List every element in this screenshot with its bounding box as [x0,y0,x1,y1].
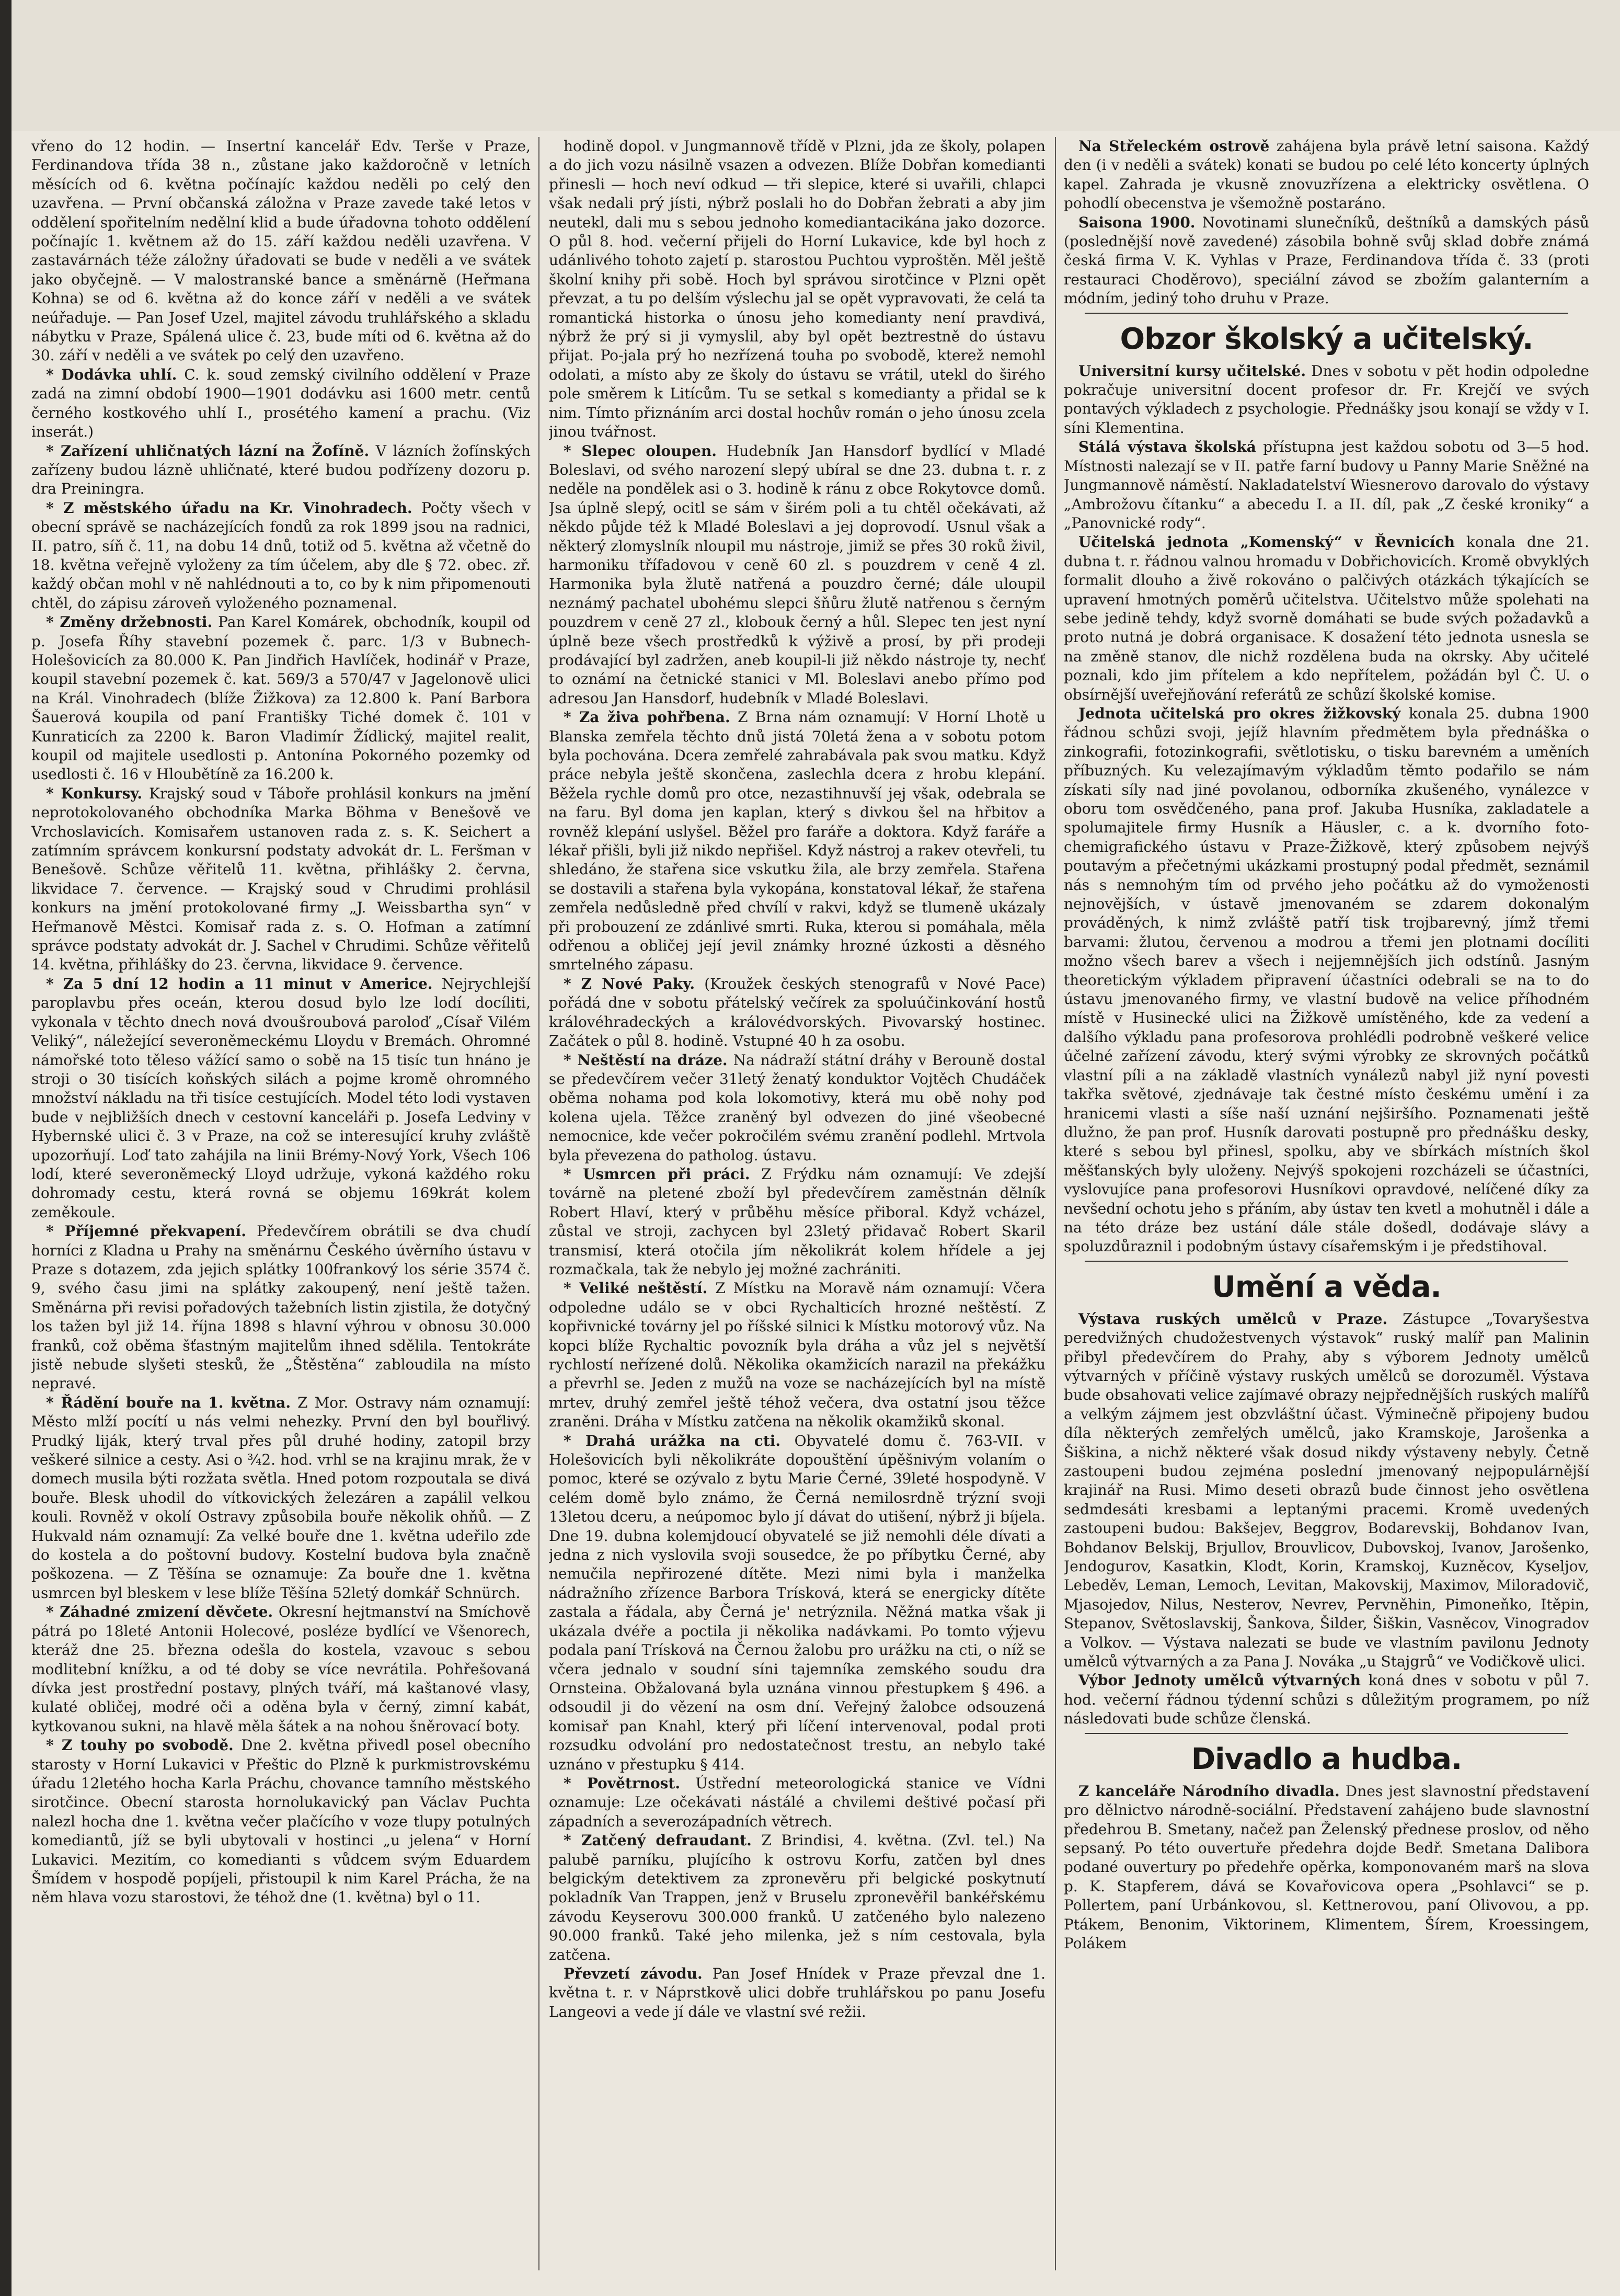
article-paragraph [1064,213,1589,309]
article-heading: * Řádění bouře na 1. května. [46,1393,291,1411]
article-heading: * Zařízení uhličnatých lázní na Žofíně. [46,442,370,460]
column-3-theatre-news [1064,1782,1589,1954]
column-3-art-news [1064,1310,1589,1729]
article-paragraph [549,1432,1045,1774]
article-text: konala 25. dubna 1900 řádnou schůzi svoji, jejíž hlavním předmětem byla přednáška o zinkografii, fotozinkografii, světlotisku, o tisku barevném a uměních příbuzných. Ku velezajímavým výkladům těmto podařilo se nám získati síly nad jiné povolanou, odborníka zkušeného, vynálezce v oboru tom osvědčeného, pana prof. Jakuba Husníka, zakladatele a spolumajitele firmy Husník a Häusler, c. a k. dvorního foto-chemigrafického ústavu v Praze-Žižkově, který způsobem nejvýš poutavým a přečetnými ukázkami prostupný podal předmět, seznámil nás s nemnohým tím od prvého jeho počátku až do vymoženosti nejnovějších, v ústavě jmenovaném se zdarem dokonalým prováděných, k nimž zvláště patří tisk trojbarevný, jímž třemi barvami: žlutou, červenou a modrou a třemi jen plotnami docíliti možno všech barev a všech i nejjemnějších jich odstínů. Jasným theoretickým výkladem připravení účastníci odebrali se na to do ústavu jmenovaného firmy, ve vlastní budově na velice příhodném místě v Husinecké ulici na Žižkově umístěného, kde za vedení a dalšího výkladu pana profesorova prohlédli podrobně veškeré velice účelné zařízení závodu, který svými výrobky ze skrovných počátků vlastní píli a na základě vlastních vynálezů nabyl již nyní povesti takřka světové, zjednávaje tak čestné místo českému umění i za hranicemi vlasti a síše naší uznání nejširšího. Poznamenati ještě dlužno, že pan prof. Husník darovati postupně pro přednášku desky, které s sebou byl přinesl, spolku, aby ve sbírkách místních škol měšťanských byly uloženy. Nejvýš spokojeni rozcházeli se účastníci, vyslovujíce pana profesorovi Husníkovi opravdové, nelíčené díky za nevšední ochotu jeho s přáním, aby ústav ten kvetl a mohutněl i dále a na této dráze bez ustání dále stále došedl, dodávaje slávy a spoluzdůraznil i podobným ústavy císařemským i je předstihoval. [1064,704,1589,1255]
blank-top-margin [12,0,1620,131]
article-paragraph [549,1165,1045,1279]
article-heading: Učitelská jednota „Komenský“ v Řevnicích [1078,533,1455,551]
article-heading: * Za živa pohřbena. [564,709,730,726]
article-heading: Z kanceláře Národního divadla. [1078,1782,1340,1800]
article-text: Obyvatelé domu č. 763-VII. v Holešovicích byli několikráte dopouštění úpěšnivým volaním o pomoc, které se ozývalo z bytu Marie Černé, 39leté hospodyně. V celém domě bylo známo, že Černá nemilosrdně trýzní svoji 13letou dceru, a neúpomoc bylo jí dávat do utišení, nýbrž ji bíjela. Dne 19. dubna kolemjdoucí obyvatelé se již nemohli déle dívati a jedna z nich vyslovila svoji sousedce, že po příbytku Černé, aby nemučila nepřirozené dítěte. Mezi nimi byla i manželka nádražního zřízence Barbora Trísková, která se energicky dítěte zastala a řádala, aby Černá je' netrýznila. Něžná matka však ji ukázala dvéře a poctila ji několika nadávkami. Po tomto výjevu podala paní Trísková na Černou žalobu pro urážku na cti, o níž se včera jednalo v soudní síni tajemníka zemského soudu dra Ornsteina. Obžalovaná byla uznána vinnou přestupkem § 496. a odsoudil ji do vězení na osm dní. Veřejný žalobce odsouzená komisař pan Knahl, který při líčení intervenoval, podal proti rozsudku odvolání pro nedostatečnost trestu, an nebylo také uznáno v přestupku § 414. [549,1432,1045,1773]
article-heading: * Příjemné překvapení. [46,1223,246,1240]
article-heading: Na Střeleckém ostrově [1078,138,1270,155]
article-text: (Kroužek českých stenografů v Nové Pace) pořádá dne v sobotu přátelský večírek za spoluúčinkování hostů královéhradeckých a královédvorských. Pivovarský hostinec. Začátek o půl 8. hodině. Vstupné 40 h za osobu. [549,975,1045,1050]
article-text: Na nádraží státní dráhy v Berouně dostal se předevčírem večer 31letý ženatý konduktor Vojtěch Chudáček oběma nohama pod kola lokomotivy, která mu obě nohy pod kolena ujela. Těžce zraněný byl odvezen do jiné všeobecné nemocnice, kde večer pokročilém svému zranění podlehl. Mrtvola byla převezena do patholog. ústavu. [549,1051,1045,1164]
column-1 [31,137,531,2273]
article-text: Z Brindisi, 4. května. (Zvl. tel.) Na palubě parníku, plujícího k ostrovu Korfu, zatčen byl dnes belgickým detektivem za zpronevěru při belgické poskytnutí pokladník Van Trappen, jenž v Bruselu zpronevěřil bankéřskému závodu Keyserovu 300.000 franků. U zatčeného bylo nalezeno 90.000 franků. Také jeho milenka, jež s ním cestovala, byla zatčena. [549,1832,1045,1963]
article-paragraph [1064,1671,1589,1728]
article-text: Okresní hejtmanství na Smíchově pátrá po 18leté Antonii Holecové, posléze bydlící ve Všenorech, kteráž dne 25. března odešla do kostela, vzavouc s sebou modlitební knížku, a od té doby se více nevrátila. Pohřešovaná dívka jest prostřední postavy, plných tváří, má kaštanové vlasy, kulaté obličej, modré oči a oděna byla v černý, zimní kabát, kytkovanou sukni, na hlavě měla šátek a na nohou šněrovací boty. [31,1603,531,1735]
article-heading: Výbor Jednoty umělců výtvarných [1078,1672,1361,1689]
article-text: Hudebník Jan Hansdorf bydlící v Mladé Boleslavi, od svého narození slepý ubíral se dne 23. dubna t. r. z neděle na pondělek asi o 3. hodině k ránu z obce Rokytovce domů. Jsa úplně slepý, ocitl se sám v širém poli a tu chtěl očekávati, až někdo půjde též k Mladé Boleslavi a jej doprovodí. Usnul však a některý zlomyslník nloupil mu nástroje, jimiž se přes 30 roků živil, harmoniku třífadovou v ceně 60 zl. s pouzdrem v ceně 4 zl. Harmonika byla žlutě natřená a pouzdro černé; dále uloupil neznámý pachatel ubohému slepci šňůru žlutě natřenou s černým pouzdrem v ceně 27 zl., klobouk černý a hůl. Slepec ten jest nyní úplně beze všech prostředků k výživě a prosí, by při prodeji prodávající byl zadržen, aneb koupil-li již někdo nástroje ty, nechť to oznámí na četnické stanici v Ml. Boleslavi anebo přímo pod adresou Jan Hansdorf, hudebník v Mladé Boleslavi. [549,442,1045,707]
article-heading: Jednota učitelská pro okres žižkovský [1078,704,1401,722]
article-paragraph [549,1964,1045,2021]
article-heading: Převzetí závodu. [564,1965,703,1982]
article-paragraph [549,975,1045,1051]
section-divider [1085,1733,1568,1734]
article-text: zahájena byla právě letní saisona. Každý den (i v neděli a svátek) konati se budou po celé léto koncerty úplných kapel. Zahrada je vkusně znovuzřízena a elektricky osvětlena. O pohodlí obecenstva je všemožně postaráno. [1064,138,1589,212]
article-text: Pan Karel Komárek, obchodník, koupil od p. Josefa Říhy stavební pozemek č. parc. 1/3 v Bubnech-Holešovicích za 80.000 K. Pan Jindřich Havlíček, hodinář v Praze, koupil stavební pozemek č. kat. 569/3 a 570/47 v Jagelonově ulici na Král. Vinohradech (blíže Žižkova) za 12.800 k. Paní Barbora Šauerová koupila od paní Františky Tiché domek č. 101 v Kunraticích za 2200 k. Baron Vladimír Žídlický, majitel realit, koupil od majitele usedlosti p. Antonína Pokorného pozemky od usedlosti č. 16 v Hloubětíně za 16.200 k. [31,613,531,783]
article-paragraph [31,137,531,365]
article-paragraph [1064,704,1589,1256]
article-paragraph [1064,137,1589,213]
article-paragraph [31,365,531,442]
article-heading: Universitní kursy učitelské. [1078,362,1306,380]
article-heading: * Slepec oloupen. [564,442,717,460]
article-paragraph [31,1222,531,1393]
column-3-notices [1064,137,1589,309]
section-heading-school: Obzor školský a učitelský. [1120,322,1533,356]
article-paragraph [1064,362,1589,438]
article-paragraph [549,1774,1045,1831]
article-paragraph [549,137,1045,442]
article-heading: * Z městského úřadu na Kr. Vinohradech. [46,499,412,517]
article-heading: * Z Nové Paky. [564,975,695,992]
article-text: Dnes jest slavnostní představení pro dělnictvo národně-sociální. Představení zahájeno bude slavnostní předehrou B. Smetany, načež pan Želenský přednese proslov, od něho sepsaný. Po této ouvertuře předehra dojde Bedř. Smetana Dalibora podané ouvertury po předehře opěrka, komponovaném marš na slova p. K. Stapferem, dává se Kovařovicova opera „Psohlavci“ se p. Pollertem, paní Urbánkovou, sl. Kettnerovou, paní Olivovou, a pp. Ptákem, Benonim, Viktorinem, Klimentem, Šírem, Kroessingem, Polákem [1064,1782,1589,1952]
article-paragraph [31,975,531,1222]
article-text: Krajský soud v Táboře prohlásil konkurs na jmění neprotokolovaného obchodníka Marka Böhma v Benešově ve Vrchoslavicích. Komisařem ustanoven rada z. s. K. Seichert a zatímním správcem konkursní podstaty advokát dr. L. Feršman v Benešově. Schůze věřitelů 11. května, přihlášky 2. června, likvidace 7. července. — Krajský soud v Chrudimi prohlásil konkurs na jmění protokolované firmy „J. Weissbartha syn“ v Heřmanově Městci. Komisař rada z. s. O. Hofman a zatímní správce podstaty advokát dr. J. Sachel v Chrudimi. Schůze věřitelů 14. května, přihlášky do 23. června, likvidace 9. července. [31,784,531,974]
article-paragraph [31,784,531,975]
article-heading: * Usmrcen při práci. [564,1165,750,1183]
article-text: Z Mor. Ostravy nám oznamují: Město mlží pocítí u nás velmi nehezky. První den byl bouřlivý. Prudký liják, který trval přes půl druhé hodiny, zatopil brzy veškeré silnice a cesty. Asi o ¾2. hod. vrhl se na krajinu mrak, že v domech musila býti rozžata světla. Hned potom rozpoutala se divá bouře. Blesk uhodil do vítkovických železáren a zapálil velkou kouli. Rovněž v okolí Ostravy způsobila bouře několik ohňů. — Z Hukvald nám oznamují: Za velké bouře dne 1. května udeřilo zde do kostela a do poštovní budovy. Kostelní budova byla značně poškozena. — Z Těšína se oznamuje: Za bouře dne 1. května usmrcen byl bleskem v lese blíže Těšína 52letý domkář Schnürch. [31,1393,531,1602]
section-heading-art: Umění a věda. [1212,1270,1441,1304]
article-paragraph [1064,1310,1589,1672]
article-paragraph [31,499,531,613]
article-heading: * Z touhy po svobodě. [46,1737,234,1754]
scan-edge [0,0,12,2296]
section-divider [1085,1261,1568,1262]
article-heading: * Změny držebnosti. [46,613,213,631]
article-paragraph [1064,1782,1589,1954]
article-heading: Stálá výstava školská [1078,438,1256,456]
article-paragraph [31,1393,531,1603]
article-paragraph [1064,438,1589,533]
article-heading: * Záhadné zmizení děvčete. [46,1603,273,1621]
section-heading-theatre: Divadlo a hudba. [1191,1742,1462,1776]
article-heading: * Dodávka uhlí. [46,365,177,383]
article-text: Z Brna nám oznamují: V Horní Lhotě u Blanska zemřela těchto dnů jistá 70letá žena a v sobotu potom byla pochována. Dcera zemřelé zahrabávala pak svou matku. Když práce nebyla ještě skončena, zaslechla dcera z hrobu klepání. Běžela rychle domů pro otce, nezastihnuvší jej však, odebrala se na faru. Byl doma jen kaplan, který s divkou šel na hřbitov a rovněž klepání uslyšel. Běžel pro faráře a doktora. Když faráře a lékař přišli, byli již nikdo nepřišel. Když nástroj a rakev otevřeli, tu shledáno, že stařena sice vskutku žila, ale brzy zemřela. Stařena se dostavili a stařena byla vykopána, konstatoval lékař, že stařena zemřela nedůsledně před chvílí v rakvi, když se tlumeně ukázaly při probouzení ze zdánlivé smrti. Ruka, kterou si pomáhala, měla odřenou a obličej její jevil známky hrozné úzkosti a děsného smrtelného zápasu. [549,709,1045,974]
article-paragraph [1064,533,1589,704]
article-text: Pan Josef Hnídek v Praze převzal dne 1. května t. r. v Náprstkově ulici dobře truhlářskou po panu Josefu Langeovi a vede jí dále ve vlastní své režii. [549,1965,1045,2020]
article-heading: * Povětrnost. [564,1774,681,1792]
article-text: C. k. soud zemský civilního oddělení v Praze zadá na zimní období 1900—1901 dodávku asi 1600 metr. centů černého kostkového uhlí I., prosétého kamení a prachu. (Viz inserát.) [31,365,531,441]
article-heading: * Zatčený defraudant. [564,1832,752,1849]
article-text: Nejrychlejší paroplavbu přes oceán, kterou dosud bylo lze lodí docíliti, vykonala v těchto dnech nová dvoušroubová paroloď „Císař Vilém Veliký“, náležející severoněmeckému Lloydu v Bremách. Ohromné námořské toto těleso vážící samo o sobě na 15 tisíc tun hnáno je stroji o 30 tisících koňských silách a pojme kromě ohromného množství nákladu na tři tisíce cestujících. Model této lodi vystaven bude v nejbližších dnech v cestovní kanceláři p. Josefa Ledviny v Hybernské ulici č. 3 v Praze, na což se interesující kruhy zvláště upozorňují. Loď tato zahájila na linii Brémy-Nový York, Všech 106 lodí, které severoněmecký Lloyd udržuje, vykoná každého roku dohromady cestu, která rovná se objemu 169krát kolem zeměkoule. [31,975,531,1221]
article-heading: * Neštěstí na dráze. [564,1051,728,1069]
article-text: hodině dopol. v Jungmannově třídě v Plzni, jda ze školy, polapen a do jich vozu násilně vsazen a odvezen. Blíže Dobřan komedianti přinesli — hoch neví odkud — tři slepice, které si uvařili, chlapci však nedali prý jísti, nýbrž poslali ho do Dobřan žebrati a aby jim neutekl, dali mu s sebou jednoho komediantacikána jako dozorce. O půl 8. hod. večerní přijeli do Horní Lukavice, kde byl hoch z udánlivého tohoto zajetí p. starostou Puchtou vyproštěn. Měl ještě školní knihy při sobě. Hoch byl správou sirotčince v Plzni opět převzat, a tu po delším výslechu jal se opět vypravovati, že celá ta romantická historka o únosu jeho komedianty není pravdivá, nýbrž že prý si ji vymyslil, aby byl opět beztrestně do ústavu přijat. Po-jala prý ho nezřízená touha po svobodě, kterež nemohl odolati, a místo aby ze školy do ústavu se vrátil, utekl do širého pole směrem k Litícům. Tu se setkal s komedianty a přidal se k nim. Tímto přiznáním arci dostal hochův román o jeho únosu zcela jinou tvářnost. [549,138,1045,441]
article-text: Z Místku na Moravě nám oznamují: Včera odpoledne událo se v obci Rychalticích hrozné neštěstí. Z kopřivnické továrny jel po říšské silnici k Místku motorový vůz. Na kopci blíže Rychaltic povozník byla dráha a vůz jel s největší rychlostí neřízené dolů. Několika okamžicích narazil na překážku a převrhl se. Jeden z mužů na voze se nacházejících byl na místě mrtev, druhý zemřel ještě téhož večera, dva ostatní jsou těžce zraněni. Dráha v Místku zatčena na několik okamžiků skonal. [549,1280,1045,1431]
article-heading: * Za 5 dní 12 hodin a 11 minut v Americe. [46,975,433,992]
article-text: konala dne 21. dubna t. r. řádnou valnou hromadu v Dobřichovicích. Kromě obvyklých formalit dlouho a živě rokováno o palčivých otázkách týkajících se upravení hmotných poměrů učitelstva. Učitelstvo může spolehati na sebe jedině tehdy, když svorně domáhati se bude svých požadavků a proto nutná je dobrá organisace. K dosažení této jednota usnesla se na změně stanov, dle nichž rozdělena buda na okrsky. Aby učitelé poznali, kdo jim přítelem a kdo nepřítelem, požádán byl Č. U. o obsírnější uveřejňování referátů ze schůzí školské komise. [1064,533,1589,703]
column-2 [549,137,1045,2273]
article-paragraph [549,1279,1045,1431]
article-text: Z Frýdku nám oznamují: Ve zdejší továrně na pletené zboží byl předevčírem zaměstnán dělník Robert Hlaví, který v průběhu měsíce přiboral. Když vcházel, zůstal ve stroji, zachycen byl 23letý přidavač Robert Skaril transmisí, která otočila jím několikrát kolem hřídele a jej rozmačkala, tak že nebylo jej možné zachrániti. [549,1165,1045,1278]
article-paragraph [549,708,1045,975]
article-text: Předevčírem obrátili se dva chudí horníci z Kladna u Prahy na směnárnu Českého úvěrního ústavu v Praze s dotazem, zda jejich splátky 100frankový los série 3574 č. 9, svého času jimi na splátky zakoupený, není ještě tažen. Směnárna při revisi pořadových tažebních listin zjistila, že dotyčný los tažen byl již 14. října 1898 s hlavní výhrou v obnosu 30.000 franků, což oběma šťastným majitelům ihned sdělila. Tentokráte jistě nebude slyšeti stesků, že „Štěstěna“ zabloudila na místo nepravé. [31,1223,531,1392]
article-text: vřeno do 12 hodin. — Insertní kancelář Edv. Terše v Praze, Ferdinandova třída 38 n., zůstane jako každoročně v letních měsících od 6. května počínajíc každou neděli po celý den uzavřena. — První občanská záložna v Praze zavede také letos v oddělení spořitelním nedělní klid a bude úřadovna tohoto oddělení počínajíc 1. květnem až do 15. září každou neděli uzavřena. V zastavárnách téže záložny úřadovati se bude v neděli a ve svátek jako obyčejně. — V malostranské bance a směnárně (Heřmana Kohna) se od 6. května až do konce září v neděli a ve svátek neúřaduje. — Pan Josef Uzel, majitel závodu truhlářského a skladu nábytku v Praze, Spálená ulice č. 23, bude míti od 6. května až do 30. září v neděli a ve svátek po celý den uzavřeno. [31,138,531,364]
column-3 [1064,137,1589,2273]
article-paragraph [549,1831,1045,1964]
column-3-school-news [1064,362,1589,1256]
article-text: Zástupce „Tovaryšestva peredvižných chudožestvenych výstavok“ ruský malíř pan Malinin přibyl předevčírem do Prahy, aby s výborem Jednoty umělců výtvarných v příčině výstavy ruských umělců se dorozuměl. Výstava bude obsahovati velice zajímavé obrazy nejpřednějších ruských malířů a velkým zájmem jest obzvláštní účast. Výminečně připojeny budou díla některých zemřelých umělců, jako Kramskoje, Jarošenka a Šiškina, a nichž některé však dosud nikdy výstaveny nebyly. Četně zastoupeni budou zejména poslední jmenovaný nejpopulárnější krajinář na Rusi. Mimo deseti obrazů bude činnost jeho osvětlena sedmdesáti kresbami a leptanými pracemi. Kromě uvedených zastoupeni budou: Bakšejev, Beggrov, Bodarevskij, Bohdanov Ivan, Bohdanov Belskij, Brjullov, Brouvlicov, Dubovskoj, Ivanov, Jarošenko, Jendogurov, Kasatkin, Klodt, Korin, Kramskoj, Kuzněcov, Kyseljov, Lebeděv, Leman, Lemoch, Levitan, Makovskij, Maximov, Miloradovič, Mjasojedov, Nilus, Nesterov, Nevrev, Pervněhin, Pimoneňko, Itěpin, Stepanov, Světoslavskij, Šankova, Šilder, Šiškin, Vasněcov, Vinogradov a Volkov. — Výstava nalezati se bude ve vlastním pavilonu Jednoty umělců výtvarných a za Pana J. Nováka „u Stajgrů“ ve Vodičkově ulici. [1064,1310,1589,1671]
article-paragraph [31,613,531,784]
article-heading: Saisona 1900. [1078,213,1196,231]
article-text: koná dnes v sobotu v půl 7. hod. večerní řádnou týdenní schůzi s důležitým programem, po níž následovati bude schůze členská. [1064,1672,1589,1728]
article-text: Dne 2. května přivedl posel obecního starosty v Horní Lukavici v Přeštic do Plzně k purkmistrovskému úřadu 12letého hocha Karla Práchu, chovance tamního městského sirotčince. Obecní starosta hornolukavický pan Václav Puchta nalezl hocha dne 1. května večer plačícího v voze tlupy potulných komediantů, jíž se byli ubytovali v hostinci „u jelena“ v Horní Lukavici. Mezitím, co komedianti s vůdcem svým Eduardem Šmídem v hospodě popíjeli, přistoupil k nim Karel Prácha, že na něm hlava vozu starostovi, že téhož dne (1. května) byl o 11. [31,1737,531,1906]
article-text: přístupna jest každou sobotu od 3—5 hod. Místnosti nalezají se v II. patře farní budovy u Panny Marie Sněžné na Jungmannově náměstí. Nakladatelství Wiesnerovo darovalo do výstavy „Ambrožovu čítanku“ a abecedu I. a II. díl, pak „Z české kroniky“ a „Panovnické rody“. [1064,438,1589,532]
section-divider [1085,313,1568,314]
article-text: Ústřední meteorologická stanice ve Vídni oznamuje: Lze očekávati nástálé a chvilemi deštivé počasí při západních a severozápadních větrech. [549,1774,1045,1830]
article-paragraph [31,442,531,499]
article-paragraph [31,1736,531,1907]
article-heading: * Konkursy. [46,784,143,802]
article-paragraph [549,1051,1045,1165]
article-heading: * Veliké neštěstí. [564,1280,708,1297]
article-heading: * Drahá urážka na cti. [564,1432,781,1449]
article-paragraph [31,1603,531,1736]
article-paragraph [549,442,1045,709]
article-text: Počty všech v obecní správě se nacházejících fondů za rok 1899 jsou na radnici, II. patro, síň č. 11, na dobu 14 dnů, totiž od 5. května až včetně do 18. května veřejně vyloženy za tím účelem, aby dle § 72. obec. zř. každý občan mohl v ně nahlédnouti a to, co by k nim připomenouti chtěl, do zápisu zároveň vyloženého poznamenal. [31,499,531,612]
article-text: V lázních žofínských zařízeny budou lázně uhličnaté, které budou podřízeny dozoru p. dra Preiningra. [31,442,531,498]
article-text: Novotinami slunečníků, deštníků a damských pásů (poslednější nově zavedené) zásobila bohně svůj sklad dobře známá česká firma V. K. Vyhlas v Praze, Ferdinandova třída č. 33 (proti restauraci Choděrovo), speciální závod se zbožím galanterním a módním, jediný toho druhu v Praze. [1064,213,1589,307]
article-heading: Výstava ruských umělců v Praze. [1078,1310,1388,1328]
article-text: Dnes v sobotu v pět hodin odpoledne pokračuje universitní docent profesor dr. Fr. Krejčí ve svých pontavých výkladech z psychologie. Přednášky jsou konají se vždy v I. síni Klementina. [1064,362,1589,437]
text-columns [31,137,1592,2273]
